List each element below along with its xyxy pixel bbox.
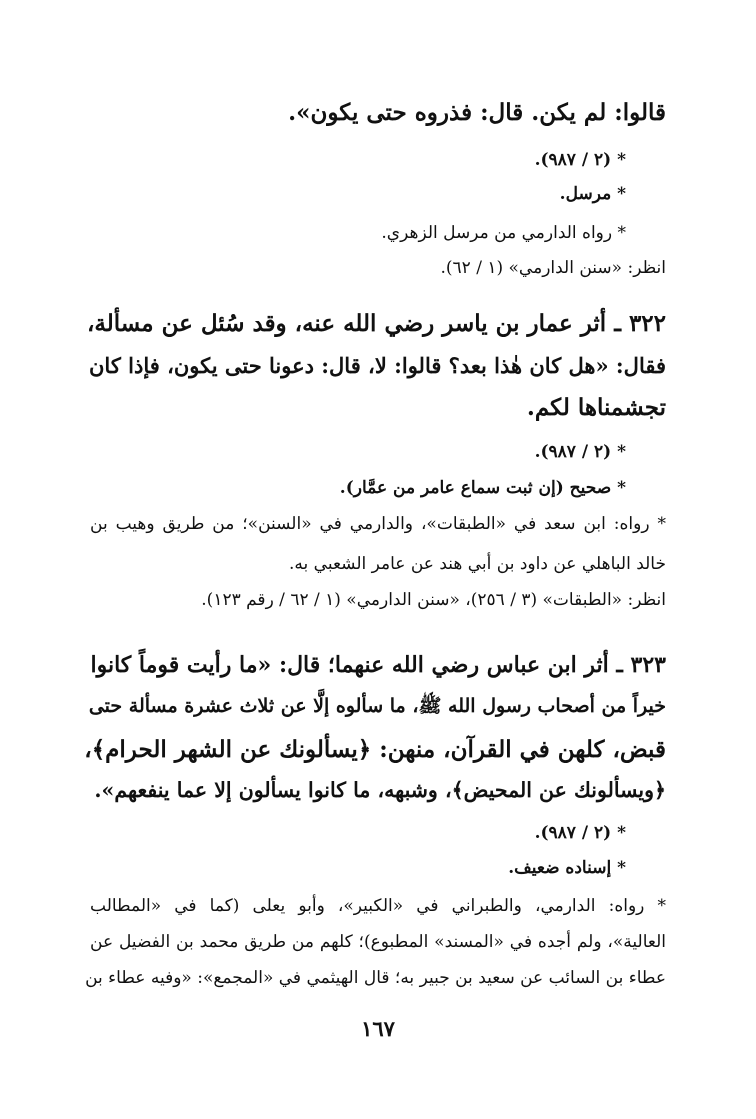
text-line-2: * (٢ / ٩٨٧). [534,150,626,170]
text-line-8: تجشمناها لكم. [526,394,666,421]
text-line-13: انظر: «الطبقات» (٣ / ٢٥٦)، «سنن الدارمي» (١ / ٦٢ / رقم ١٢٣). [201,590,666,610]
athar-322-heading: ٣٢٢ ـ أثر عمار بن ياسر رضي الله عنه، وقد سُئل عن مسألة، [87,310,666,337]
text-line-12: خالد الباهلي عن داود بن أبي هند عن عامر الشعبي به. [289,554,666,574]
text-line-10: * صحيح (إن ثبت سماع عامر من عمَّار). [339,478,626,498]
text-line-19: * إسناده ضعيف. [508,858,626,878]
text-line-3: * مرسل. [559,184,626,204]
page-number: ١٦٧ [361,1016,395,1041]
text-line-16: قبض، كلهن في القرآن، منهن: ﴿يسألونك عن الشهر الحرام﴾، [84,736,666,763]
text-line-5: انظر: «سنن الدارمي» (١ / ٦٢). [440,258,666,278]
text-line-7: فقال: «هل كان هٰذا بعد؟ قالوا: لا، قال: دعونا حتى يكون، فإذا كان [89,353,666,378]
text-line-21: العالية»، ولم أجده في «المسند» المطبوع)؛ كلهم من طريق محمد بن الفضيل عن [90,932,666,952]
text-line-1: قالوا: لم يكن. قال: فذروه حتى يكون». [288,99,666,126]
text-line-22: عطاء بن السائب عن سعيد بن جبير به؛ قال الهيثمي في «المجمع»: «وفيه عطاء بن [85,968,666,988]
text-line-17: ﴿ويسألونك عن المحيض﴾، وشبهه، ما كانوا يسألون إلا عما ينفعهم». [94,778,666,802]
text-line-9: * (٢ / ٩٨٧). [534,442,626,462]
text-line-20: * رواه: الدارمي، والطبراني في «الكبير»، وأبو يعلى (كما في «المطالب [90,896,666,916]
text-line-15: خيراً من أصحاب رسول الله ﷺ، ما سألوه إلَّا عن ثلاث عشرة مسألة حتى [88,695,666,717]
text-line-4: * رواه الدارمي من مرسل الزهري. [381,223,626,243]
athar-323-heading: ٣٢٣ ـ أثر ابن عباس رضي الله عنهما؛ قال: «ما رأيت قوماً كانوا [90,652,666,678]
text-line-11: * رواه: ابن سعد في «الطبقات»، والدارمي في «السنن»؛ من طريق وهيب بن [90,514,666,534]
text-line-18: * (٢ / ٩٨٧). [534,823,626,843]
